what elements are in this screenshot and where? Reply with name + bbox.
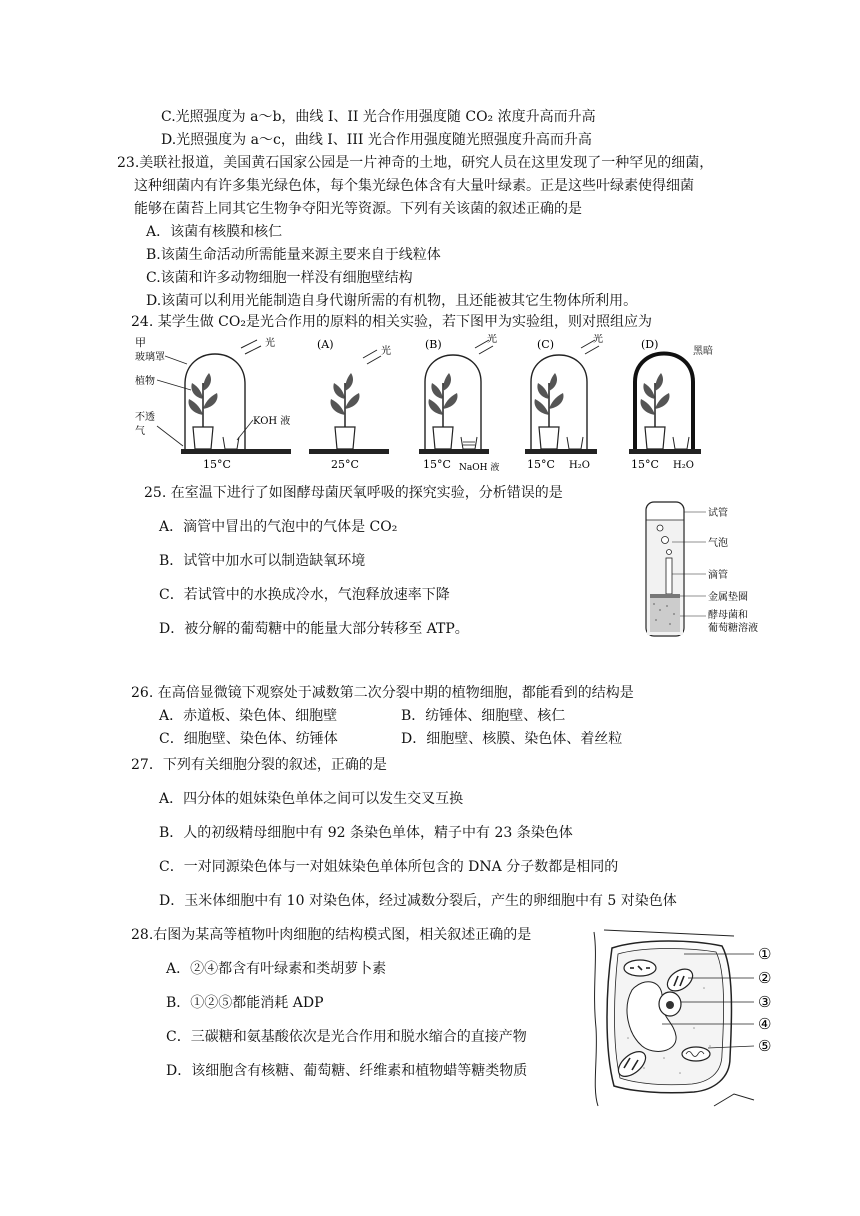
label-3: ③ [758,993,772,1011]
q26-option-a: A．赤道板、染色体、细胞壁 [159,708,338,724]
q25-option-b: B．试管中加水可以制造缺氧环境 [159,553,366,569]
q25-yeast-tube-figure [640,498,770,640]
q27-option-d: D．玉米体细胞中有 10 对染色体，经过减数分裂后，产生的卵细胞中有 5 对染色体 [159,893,677,909]
q22-option-c: C.光照强度为 a～b，曲线 I、II 光合作用强度随 CO₂ 浓度升高而升高 [161,109,596,125]
q23-stem-line2: 这种细菌内有许多集光绿色体，每个集光绿色体含有大量叶绿素。正是这些叶绿素使得细菌 [134,178,694,194]
q28-stem: 28.右图为某高等植物叶肉细胞的结构模式图，相关叙述正确的是 [131,927,532,943]
q23-stem-line3: 能够在菌苔上同其它生物争夺阳光等资源。下列有关该菌的叙述正确的是 [134,201,582,217]
q23-option-c: C.该菌和许多动物细胞一样没有细胞壁结构 [146,270,413,286]
q26-stem: 26. 在高倍显微镜下观察处于减数第二次分裂中期的植物细胞，都能看到的结构是 [131,685,634,701]
setup-a-label: (A) [317,338,334,351]
setup-c-h2o: H₂O [569,460,590,471]
airtight-label-1: 不透 [135,412,155,423]
q22-option-d: D.光照强度为 a～c，曲线 I、III 光合作用强度随光照强度升高而升高 [161,132,592,148]
q24-apparatus-figure [125,334,745,476]
jia-temp: 15°C [203,458,231,471]
setup-b [419,334,499,473]
setup-d-label: (D) [641,338,659,351]
setup-a-light: 光 [381,346,391,357]
metal-pad-label: 金属垫圈 [708,592,748,603]
q26-option-b: B．纺锤体、细胞壁、核仁 [401,708,566,724]
q23-option-d: D.该菌可以利用光能制造自身代谢所需的有机物，且还能被其它生物体所利用。 [146,293,638,309]
q27-option-c: C．一对同源染色体与一对姐妹染色单体所包含的 DNA 分子数都是相同的 [159,859,619,875]
yeast-label-1: 酵母菌和 [708,610,748,621]
airtight-label-2: 气 [135,426,145,437]
q27-option-b: B．人的初级精母细胞中有 92 条染色单体，精子中有 23 条染色体 [159,825,573,841]
tube-label: 试管 [708,508,728,519]
label-1: ① [758,945,772,963]
q25-stem: 25. 在室温下进行了如图酵母菌厌氧呼吸的探究实验，分析错误的是 [144,485,563,501]
setup-c-light: 光 [593,334,603,345]
q26-option-d: D．细胞壁、核膜、染色体、着丝粒 [401,731,623,747]
q25-option-c: C．若试管中的水换成冷水，气泡释放速率下降 [159,587,450,603]
setup-d [629,338,713,471]
q23-option-b: B.该菌生命活动所需能量来源主要来自于线粒体 [146,247,441,263]
bubble-label: 气泡 [708,538,728,549]
q25-option-a: A．滴管中冒出的气泡中的气体是 CO₂ [159,519,398,535]
q24-stem: 24. 某学生做 CO₂是光合作用的原料的相关实验，若下图甲为实验组，则对照组应为 [131,314,652,330]
q28-option-c: C．三碳糖和氨基酸依次是光合作用和脱水缩合的直接产物 [166,1029,527,1045]
q27-option-a: A．四分体的姐妹染色单体之间可以发生交叉互换 [159,791,464,807]
naoh-label: NaOH 液 [459,463,500,473]
koh-label: KOH 液 [253,416,291,427]
label-4: ④ [758,1015,772,1033]
plant-label: 植物 [135,376,155,387]
setup-c-temp: 15°C [527,458,555,471]
setup-a-temp: 25°C [331,458,359,471]
setup-c [525,334,603,471]
q28-option-a: A．②④都含有叶绿素和类胡萝卜素 [166,961,387,977]
jia-label: 甲 [135,336,146,349]
q28-option-b: B．①②⑤都能消耗 ADP [166,995,324,1011]
label-2: ② [758,969,772,987]
setup-jia [135,336,291,471]
label-5: ⑤ [758,1037,772,1055]
q27-stem: 27．下列有关细胞分裂的叙述，正确的是 [131,757,387,773]
glass-cover-label: 玻璃罩 [135,352,165,363]
q26-option-c: C．细胞壁、染色体、纺锤体 [159,731,338,747]
yeast-label-2: 葡萄糖溶液 [708,623,758,634]
setup-c-label: (C) [537,338,554,351]
q25-option-d: D．被分解的葡萄糖中的能量大部分转移至 ATP。 [159,621,469,637]
setup-b-label: (B) [425,338,442,351]
setup-d-temp: 15°C [631,458,659,471]
dropper-label: 滴管 [708,570,728,581]
setup-b-temp: 15°C [423,458,451,471]
setup-a [309,338,391,471]
jia-light-label: 光 [265,338,275,349]
q23-option-a: A．该菌有核膜和核仁 [146,224,283,240]
setup-b-light: 光 [487,334,497,345]
q28-leaf-cell-figure [584,928,784,1110]
dark-label: 黑暗 [693,346,713,357]
q28-option-d: D．该细胞含有核糖、葡萄糖、纤维素和植物蜡等糖类物质 [166,1063,528,1079]
setup-d-h2o: H₂O [673,460,694,471]
q23-stem-line1: 23.美联社报道，美国黄石国家公园是一片神奇的土地，研究人员在这里发现了一种罕见的细菌， [117,155,714,171]
